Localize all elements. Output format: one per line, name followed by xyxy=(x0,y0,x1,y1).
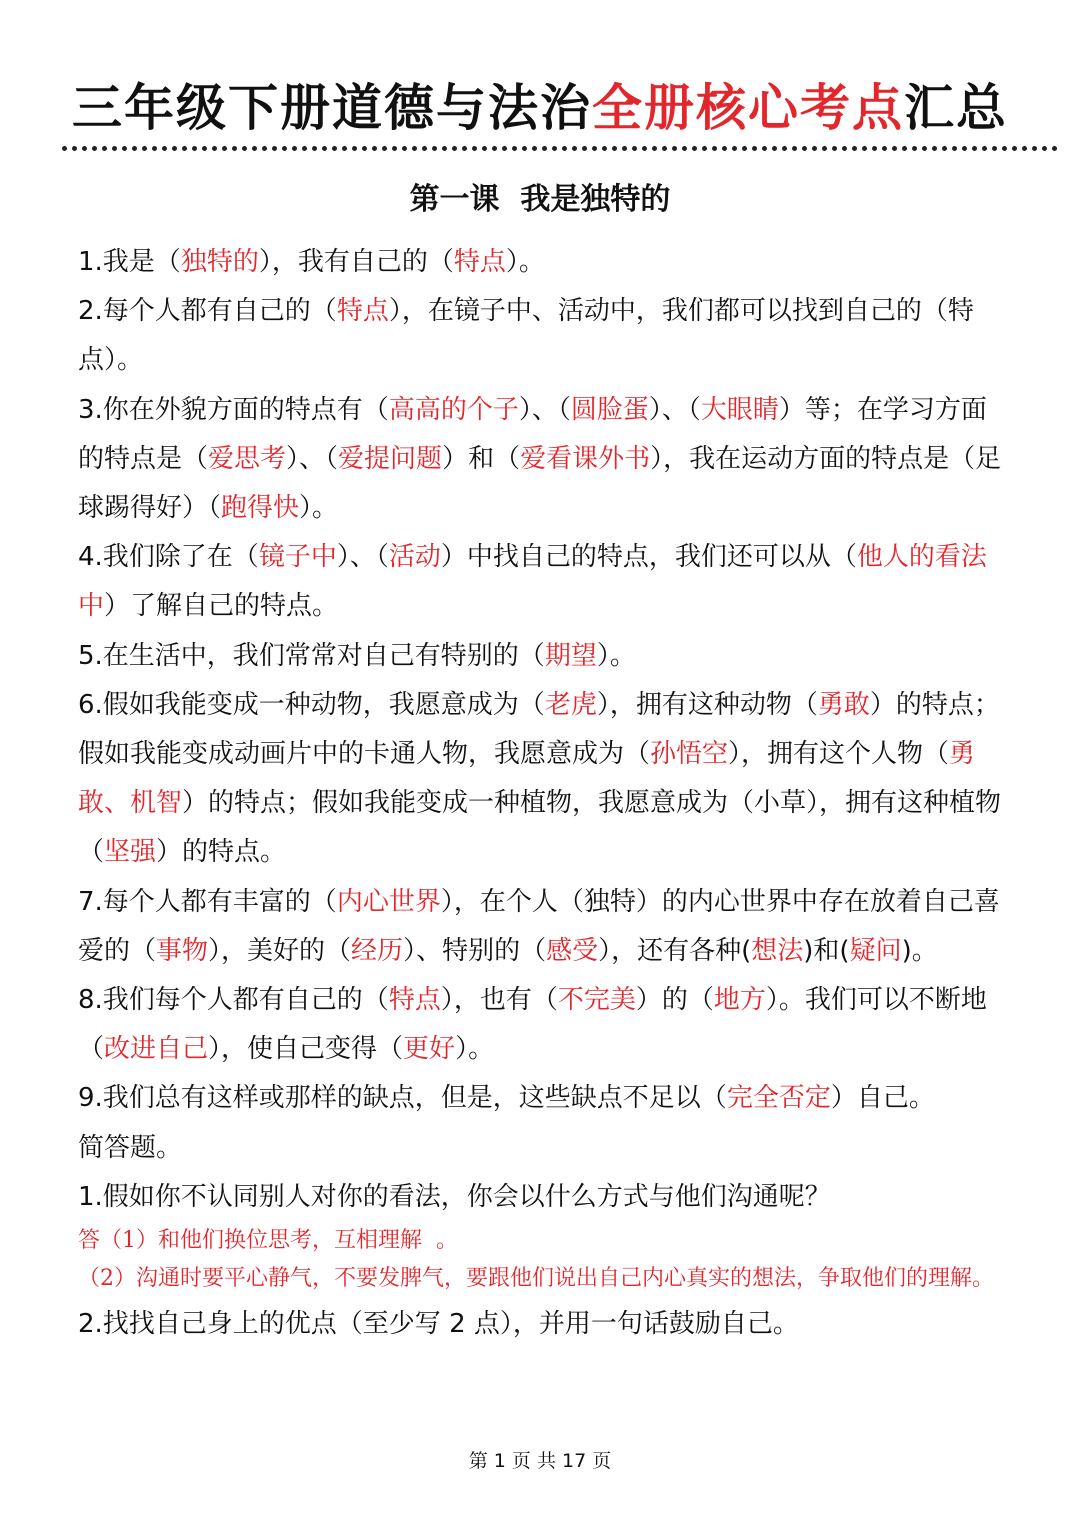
point-text: ），也有（ xyxy=(440,985,558,1016)
point-text: ），在镜子中、活动中，我们都可以找到自己的（特点）。 xyxy=(78,296,974,376)
point-text: ）的（ xyxy=(635,985,714,1016)
answer-highlight: 老虎 xyxy=(544,689,597,720)
knowledge-point-4 xyxy=(78,533,1003,631)
question-1: 1.假如你不认同别人对你的看法，你会以什么方式与他们沟通呢？ xyxy=(78,1181,831,1212)
point-text: )和( xyxy=(803,935,850,966)
knowledge-point-3 xyxy=(78,386,1003,534)
knowledge-point-8 xyxy=(78,976,1003,1074)
point-text: 9.我们总有这样或那样的缺点，但是，这些缺点不足以（ xyxy=(78,1083,727,1114)
point-text: ）的特点；假如我能变成动画片中的卡通人物，我愿意成为（ xyxy=(78,689,1000,770)
point-text: ）的特点。 xyxy=(156,837,287,868)
answer-line-2: （2）沟通时要平心静气，不要发脾气，要跟他们说出自己内心真实的想法，争取他们的理解。 xyxy=(78,1266,995,1292)
lesson-title: 第一课 我是独特的 xyxy=(409,182,671,217)
answer-highlight: 爱提问题 xyxy=(338,443,443,474)
knowledge-points-list xyxy=(78,238,1003,1124)
answer-highlight: 活动 xyxy=(388,542,441,573)
section-label: 简答题。 xyxy=(78,1132,183,1163)
knowledge-point-5 xyxy=(78,632,1003,681)
answer-highlight: 事物 xyxy=(156,935,209,966)
point-text: ），在个人（独特）的内心世界中存在放着自己喜爱的（ xyxy=(78,886,1000,966)
point-text: 6.假如我能变成一种动物，我愿意成为（ xyxy=(78,689,545,720)
title-highlight: 全册核心考点 xyxy=(592,79,904,137)
point-text: ）中找自己的特点，我们还可以从（ xyxy=(440,542,857,573)
point-text: ），使自己变得（ xyxy=(208,1034,404,1065)
knowledge-point-7 xyxy=(78,878,1003,976)
answer-highlight: 坚强 xyxy=(104,837,157,868)
answer-highlight: 想法 xyxy=(751,935,804,966)
point-text: 3.你在外貌方面的特点有（ xyxy=(78,394,389,425)
content xyxy=(78,238,1003,1349)
point-text: ），拥有这种动物（ xyxy=(596,689,818,720)
answer-highlight: 完全否定 xyxy=(726,1083,831,1114)
answer-highlight: 期望 xyxy=(544,640,597,671)
point-text: ）、特别的（ xyxy=(403,935,547,966)
answer-highlight: 地方 xyxy=(713,985,766,1016)
point-text: ），还有各种( xyxy=(598,935,752,966)
answer-highlight: 内心世界 xyxy=(336,886,441,917)
dotted-divider xyxy=(62,146,1058,151)
answer-highlight: 不完美 xyxy=(557,985,636,1016)
answer-highlight: 特点 xyxy=(388,985,441,1016)
point-text: ），我在运动方面的特点是（足球踢得好）（ xyxy=(78,443,1002,524)
point-text: ）、（ xyxy=(518,394,571,425)
page-footer: 第 1 页 共 17 页 xyxy=(468,1450,612,1472)
point-text: 2.每个人都有自己的（ xyxy=(78,296,337,327)
answer-highlight: 圆脸蛋 xyxy=(570,394,649,425)
answer-highlight: 他人的看法中 xyxy=(78,542,987,622)
point-text: ）。 xyxy=(299,493,339,524)
knowledge-point-9 xyxy=(78,1074,1003,1123)
knowledge-point-1 xyxy=(78,238,1003,287)
answer-line-1: 答（1）和他们换位思考，互相理解 。 xyxy=(78,1228,458,1254)
document-title xyxy=(0,68,1080,140)
answer-highlight: 跑得快 xyxy=(221,493,300,524)
point-text: ）。我们可以不断地（ xyxy=(78,985,987,1065)
point-text: )。 xyxy=(901,935,938,966)
point-text: ）、（ xyxy=(336,542,389,573)
point-text: ），拥有这个人物（ xyxy=(728,739,950,770)
answer-highlight: 更好 xyxy=(403,1034,456,1065)
answer-highlight: 经历 xyxy=(351,935,404,966)
point-text: 1.我是（ xyxy=(78,247,181,277)
question-2: 2.找找自己身上的优点（至少写 2 点），并用一句话鼓励自己。 xyxy=(78,1309,799,1340)
point-text: 5.在生活中，我们常常对自己有特别的（ xyxy=(78,640,545,671)
title-prefix: 三年级下册道德与法治 xyxy=(72,79,592,137)
answer-highlight: 大眼睛 xyxy=(700,394,779,425)
answer-highlight: 特点 xyxy=(336,296,389,327)
point-text: ）、（ xyxy=(648,394,701,425)
point-text: ）和（ xyxy=(442,443,521,474)
knowledge-point-2 xyxy=(78,287,1003,385)
knowledge-point-6 xyxy=(78,681,1003,878)
answer-highlight: 独特的 xyxy=(180,247,259,277)
title-suffix: 汇总 xyxy=(904,79,1008,137)
answer-highlight: 改进自己 xyxy=(104,1034,209,1065)
point-text: ），我有自己的（ xyxy=(258,247,454,277)
answer-highlight: 感受 xyxy=(546,935,599,966)
answer-highlight: 爱看课外书 xyxy=(520,443,651,474)
point-text: ）等；在学习方面的特点是（ xyxy=(78,394,987,474)
point-text: ）。 xyxy=(596,640,636,671)
point-text: ）了解自己的特点。 xyxy=(104,591,339,622)
point-text: ）、（ xyxy=(286,443,339,474)
point-text: ）。 xyxy=(455,1034,495,1065)
answer-highlight: 高高的个子 xyxy=(388,394,519,425)
answer-highlight: 勇敢 xyxy=(817,689,870,720)
point-text: 8.我们每个人都有自己的（ xyxy=(78,985,389,1016)
point-text: 7.每个人都有丰富的（ xyxy=(78,886,337,917)
point-text: ）。 xyxy=(505,247,545,277)
answer-highlight: 疑问 xyxy=(849,935,902,966)
point-text: 4.我们除了在（ xyxy=(78,542,259,573)
point-text: ）的特点；假如我能变成一种植物，我愿意成为（小草），拥有这种植物（ xyxy=(78,788,1002,868)
answer-highlight: 勇敢、机智 xyxy=(78,739,976,819)
point-text: ）自己。 xyxy=(830,1083,935,1114)
point-text: ），美好的（ xyxy=(208,935,352,966)
answer-highlight: 特点 xyxy=(453,247,506,277)
answer-highlight: 孙悟空 xyxy=(650,739,729,770)
answer-highlight: 爱思考 xyxy=(208,443,287,474)
answer-highlight: 镜子中 xyxy=(258,542,337,573)
